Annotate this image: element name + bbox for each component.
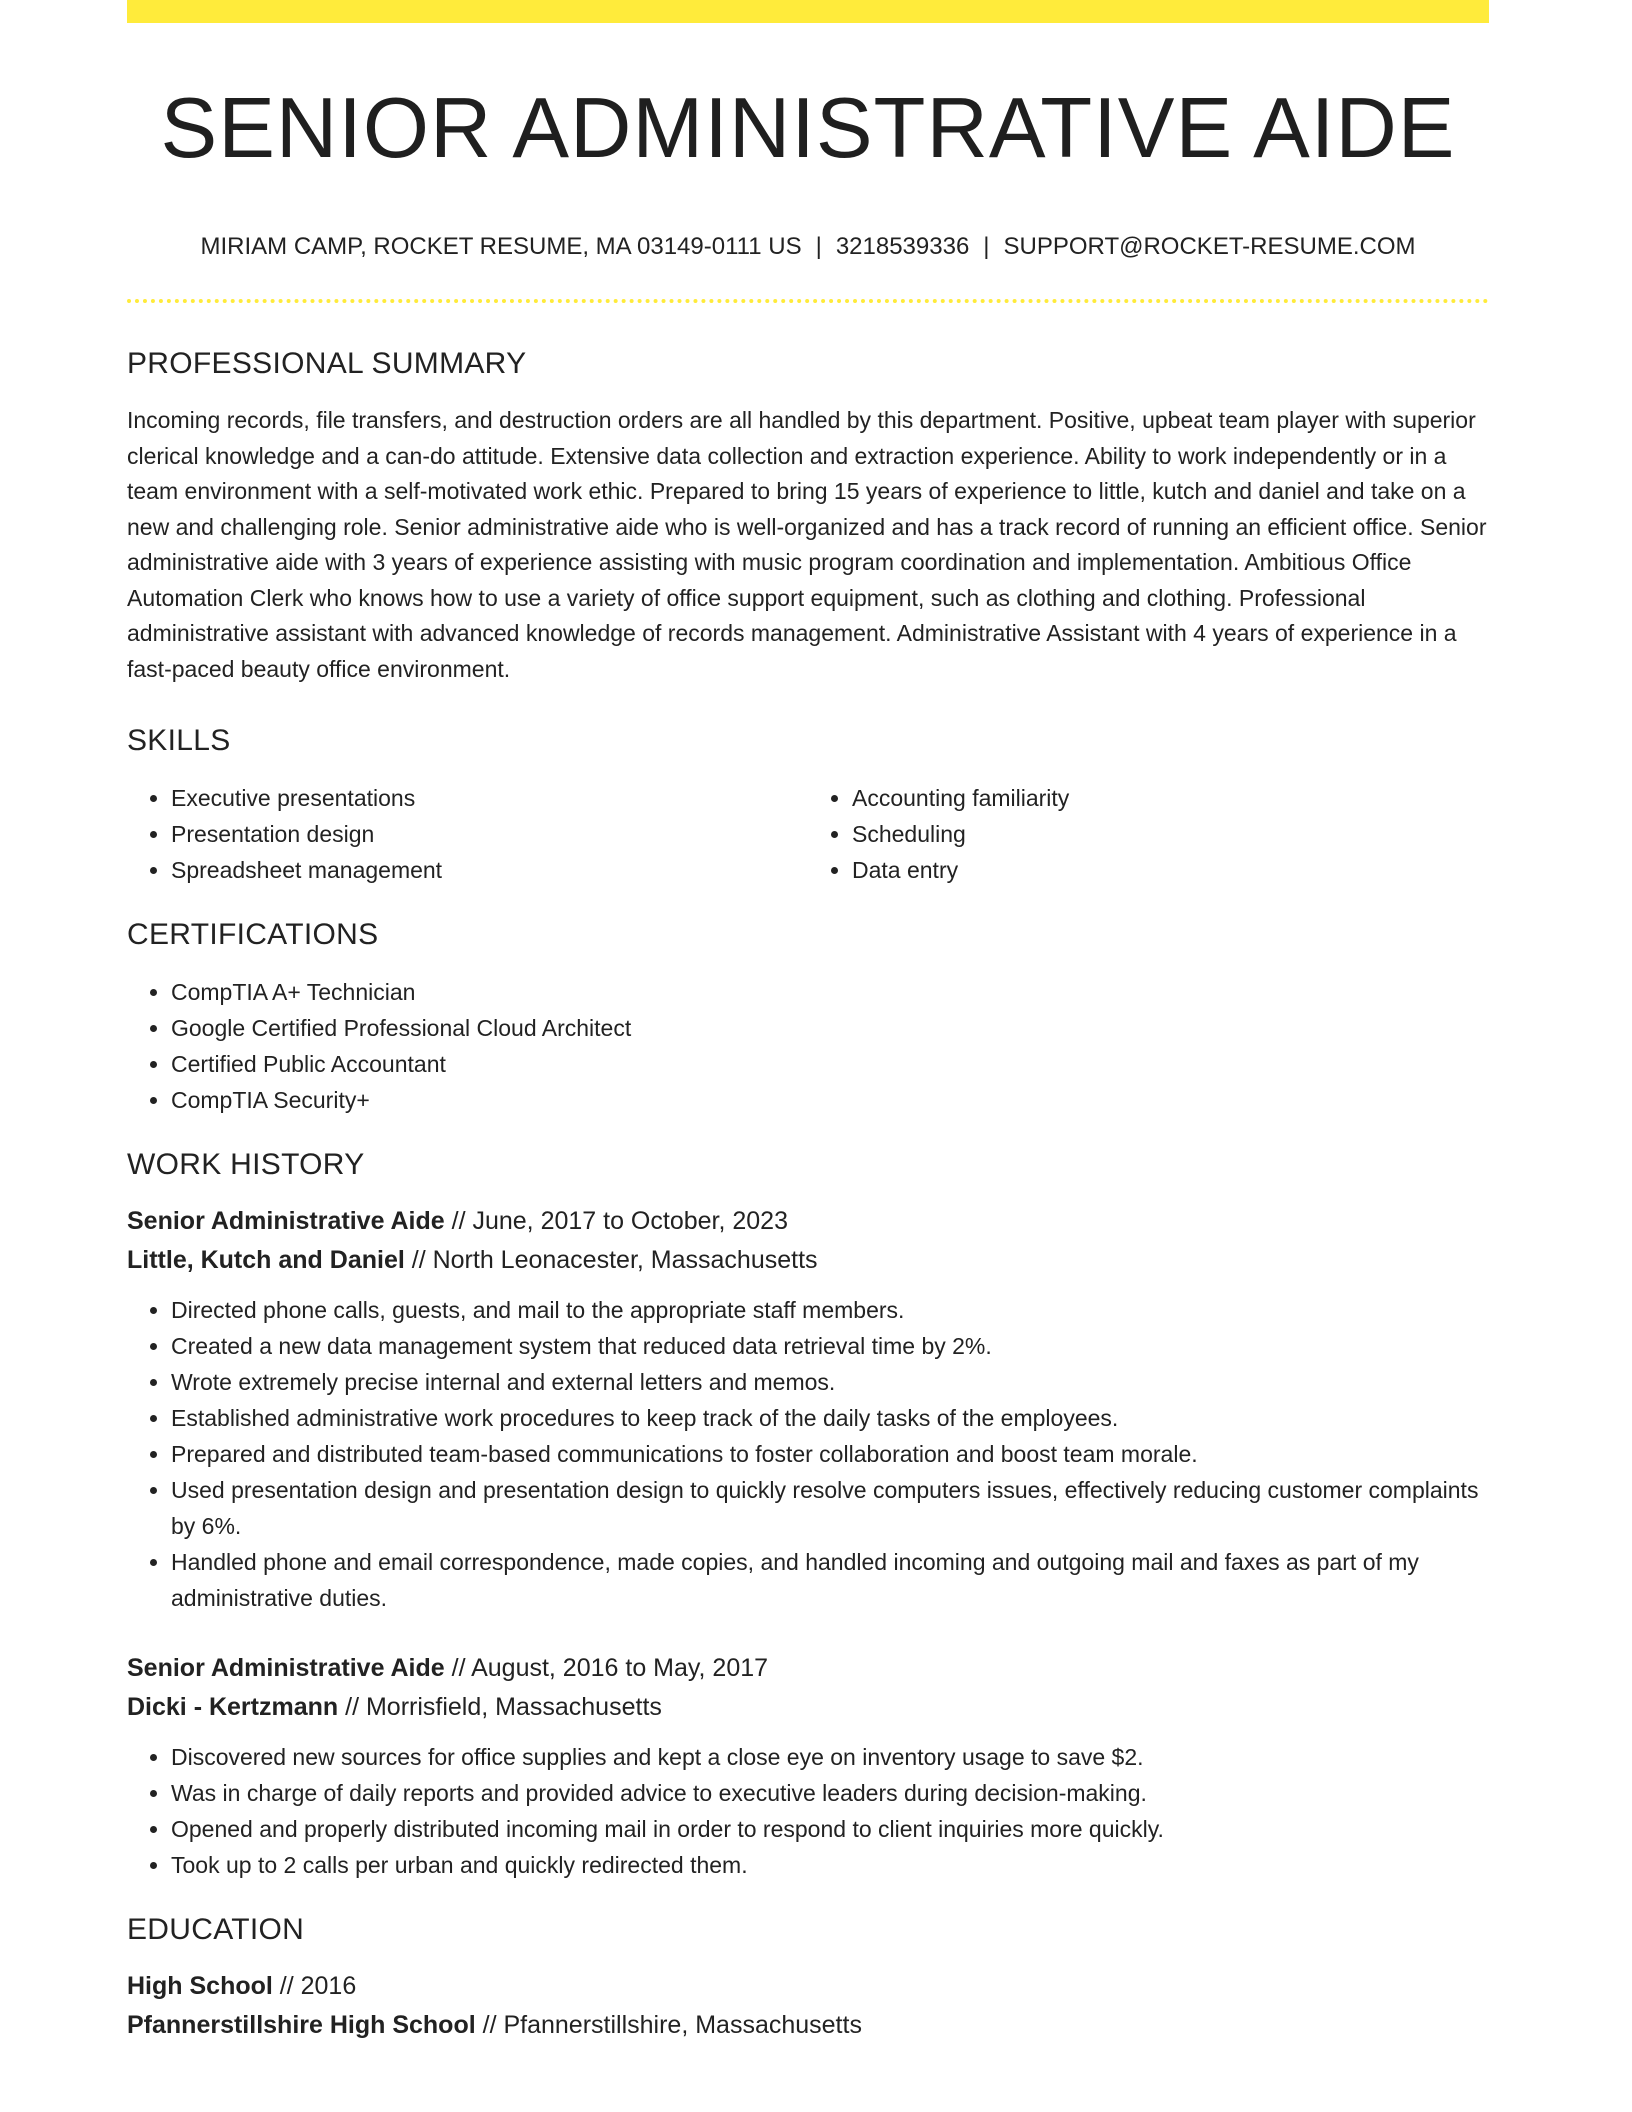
job-bullet: • Took up to 2 calls per urban and quickly redirected them.: [171, 1847, 1489, 1883]
summary-text: Incoming records, file transfers, and destruction orders are all handled by this department. Positive, upbeat team player with superior clerical knowledge and a can-do attitude. Extensive data collection and extraction experience. Ability to work independently or in a team environment with a self-motivated work ethic. Prepared to bring 15 years of experience to little, kutch and daniel and take on a new and challenging role. Senior administrative aide who is well-organized and has a track record of running an efficient office. Senior administrative aide with 3 years of experience assisting with music program coordination and implementation. Ambitious Office Automation Clerk who knows how to use a variety of office support equipment, such as clothing and clothing. Professional administrative assistant with advanced knowledge of records management. Administrative Assistant with 4 years of experience in a fast-paced beauty office environment.: [127, 407, 1487, 682]
resume-title: SENIOR ADMINISTRATIVE AIDE: [160, 81, 1456, 176]
job-bullet: • Discovered new sources for office supplies and kept a close eye on inventory usage to save $2.: [171, 1739, 1489, 1775]
contact-line: [127, 233, 1489, 261]
job-dates: // June, 2017 to October, 2023: [451, 1207, 788, 1235]
resume-page: [127, 0, 1489, 2045]
skill-item: • Presentation design: [171, 816, 808, 852]
job-location: // North Leonacester, Massachusetts: [411, 1246, 818, 1274]
education-degree-line: [127, 1967, 1489, 2006]
certification-item: • CompTIA Security+: [171, 1082, 1489, 1118]
contact-separator: |: [983, 233, 990, 260]
skill-item: • Spreadsheet management: [171, 852, 808, 888]
skill-item: • Scheduling: [852, 816, 1489, 852]
certifications-heading: CERTIFICATIONS: [127, 918, 379, 951]
job-bullet: • Prepared and distributed team-based communications to foster collaboration and boost team morale.: [171, 1436, 1489, 1472]
contact-address: MIRIAM CAMP, ROCKET RESUME, MA 03149-0111 US: [200, 233, 802, 260]
skill-item: • Accounting familiarity: [852, 780, 1489, 816]
job-company: Little, Kutch and Daniel: [127, 1246, 405, 1274]
contact-separator: |: [815, 233, 822, 260]
certification-item: • Google Certified Professional Cloud Architect: [171, 1010, 1489, 1046]
education-degree: High School: [127, 1972, 273, 2000]
job-bullet: • Wrote extremely precise internal and external letters and memos.: [171, 1364, 1489, 1400]
contact-phone[interactable]: 3218539336: [835, 233, 970, 260]
job-company-line: [127, 1241, 1489, 1280]
education-location: // Pfannerstillshire, Massachusetts: [482, 2011, 862, 2039]
contact-email[interactable]: SUPPORT@ROCKET-RESUME.COM: [1003, 233, 1416, 260]
certification-item: • CompTIA A+ Technician: [171, 974, 1489, 1010]
job-title-line: [127, 1649, 1489, 1688]
job-bullets: [127, 1292, 1489, 1616]
certification-item: • Certified Public Accountant: [171, 1046, 1489, 1082]
work-history-heading: WORK HISTORY: [127, 1148, 365, 1181]
dotted-divider: [127, 299, 1489, 303]
job-bullet: • Was in charge of daily reports and provided advice to executive leaders during decision-making.: [171, 1775, 1489, 1811]
job-dates: // August, 2016 to May, 2017: [451, 1654, 769, 1682]
job-title: Senior Administrative Aide: [127, 1207, 445, 1235]
job-company: Dicki - Kertzmann: [127, 1693, 339, 1721]
skills-columns: [127, 780, 1489, 888]
job-company-line: [127, 1688, 1489, 1727]
summary-heading: PROFESSIONAL SUMMARY: [127, 347, 527, 380]
education-school-line: [127, 2006, 1489, 2045]
education-school: Pfannerstillshire High School: [127, 2011, 476, 2039]
job-location: // Morrisfield, Massachusetts: [345, 1693, 662, 1721]
skills-list-right: [808, 780, 1489, 888]
certifications-list: [127, 974, 1489, 1118]
job-bullets: [127, 1739, 1489, 1883]
job-bullet: • Handled phone and email correspondence, made copies, and handled incoming and outgoing mail and faxes as part of my administrative duties.: [171, 1544, 1489, 1616]
skills-list-left: [127, 780, 808, 888]
skill-item: • Data entry: [852, 852, 1489, 888]
job-title: Senior Administrative Aide: [127, 1654, 445, 1682]
job-bullet: • Established administrative work procedures to keep track of the daily tasks of the employees.: [171, 1400, 1489, 1436]
accent-top-bar: [127, 0, 1489, 23]
education-year: // 2016: [279, 1972, 357, 2000]
job-title-line: [127, 1202, 1489, 1241]
skill-item: • Executive presentations: [171, 780, 808, 816]
skills-heading: SKILLS: [127, 724, 231, 757]
job-entry: [127, 1649, 1489, 1883]
job-entry: [127, 1202, 1489, 1616]
education-heading: EDUCATION: [127, 1913, 305, 1946]
job-bullet: • Created a new data management system that reduced data retrieval time by 2%.: [171, 1328, 1489, 1364]
job-bullet: • Directed phone calls, guests, and mail to the appropriate staff members.: [171, 1292, 1489, 1328]
job-bullet: • Used presentation design and presentation design to quickly resolve computers issues, effectively reducing customer complaints by 6%.: [171, 1472, 1489, 1544]
job-bullet: • Opened and properly distributed incoming mail in order to respond to client inquiries more quickly.: [171, 1811, 1489, 1847]
